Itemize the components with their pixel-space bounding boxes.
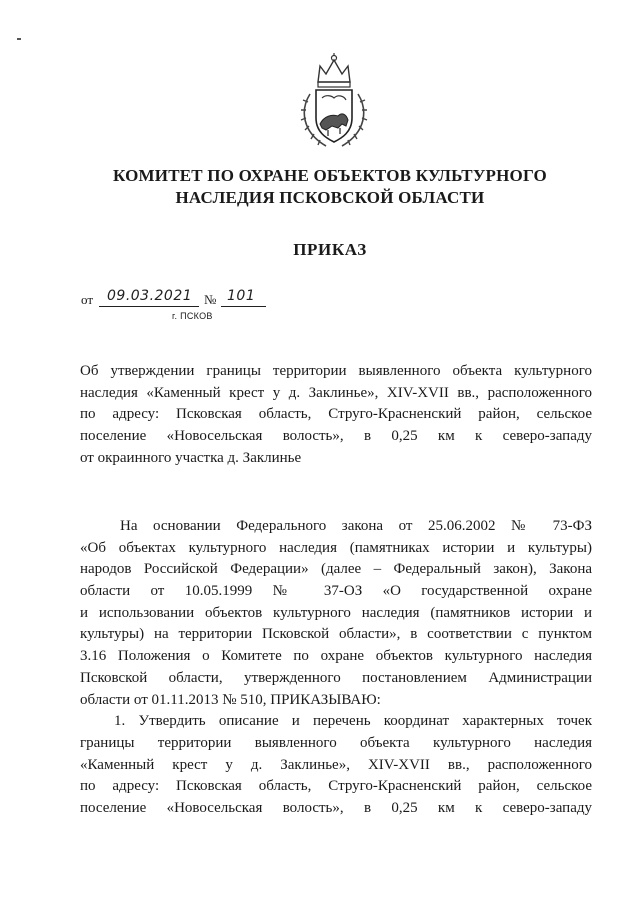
pskov-coat-of-arms-icon bbox=[298, 52, 370, 152]
body-line: 1. Утвердить описание и перечень координат характерных точек bbox=[114, 713, 592, 730]
subject-line: по адресу: Псковская область, Струго-Красненский район, сельское bbox=[80, 406, 592, 423]
subject-line: Об утверждении границы территории выявленного объекта культурного bbox=[80, 363, 592, 379]
body-line: области от 01.11.2013 № 510, ПРИКАЗЫВАЮ: bbox=[80, 691, 381, 708]
date-number-row bbox=[81, 290, 281, 310]
body-line: народов Российской Федерации» (далее – Федеральный закон), Закона bbox=[80, 561, 592, 578]
date-underline bbox=[99, 306, 199, 307]
document-type: ПРИКАЗ bbox=[293, 240, 367, 259]
body-line: На основании Федерального закона от 25.06.2002 № 73-ФЗ bbox=[120, 518, 592, 534]
order-body bbox=[80, 516, 592, 820]
city-label: г. ПСКОВ bbox=[172, 311, 213, 321]
body-line: области от 10.05.1999 № 37-ОЗ «О государственной охране bbox=[80, 583, 592, 600]
body-line: культуры) на территории Псковской области», в соответствии с пунктом bbox=[80, 626, 592, 643]
subject-line: наследия «Каменный крест у д. Заклинье», XIV-XVII вв., расположенного bbox=[80, 384, 592, 401]
body-line: по адресу: Псковская область, Струго-Красненский район, сельское bbox=[80, 778, 592, 795]
body-line: «Каменный крест у д. Заклинье», XIV-XVII вв., расположенного bbox=[80, 756, 592, 773]
subject-line: от окраинного участка д. Заклинье bbox=[80, 449, 302, 466]
order-subject bbox=[80, 361, 592, 469]
body-line: поселение «Новосельская волость», в 0,25 км к северо-западу bbox=[80, 799, 592, 816]
body-line: «Об объектах культурного наследия (памятниках истории и культуры) bbox=[80, 539, 592, 556]
date-label: от bbox=[81, 292, 94, 307]
body-line: Псковской области, утвержденного постановлением Администрации bbox=[80, 669, 592, 686]
date-handwritten: 09.03.2021 bbox=[107, 288, 193, 304]
body-line: и использовании объектов культурного наследия (памятников истории и bbox=[80, 604, 592, 621]
scan-mark bbox=[17, 38, 21, 40]
subject-line: поселение «Новосельская волость», в 0,25 км к северо-западу bbox=[80, 428, 592, 445]
body-line: границы территории выявленного объекта культурного наследия bbox=[80, 734, 592, 751]
organization-title-line1: КОМИТЕТ ПО ОХРАНЕ ОБЪЕКТОВ КУЛЬТУРНОГО bbox=[113, 166, 547, 185]
number-handwritten: 101 bbox=[227, 288, 256, 304]
number-label: № bbox=[204, 292, 217, 307]
number-underline bbox=[221, 306, 266, 307]
organization-title-line2: НАСЛЕДИЯ ПСКОВСКОЙ ОБЛАСТИ bbox=[175, 188, 485, 207]
body-line: 3.16 Положения о Комитете по охране объектов культурного наследия bbox=[80, 648, 592, 665]
